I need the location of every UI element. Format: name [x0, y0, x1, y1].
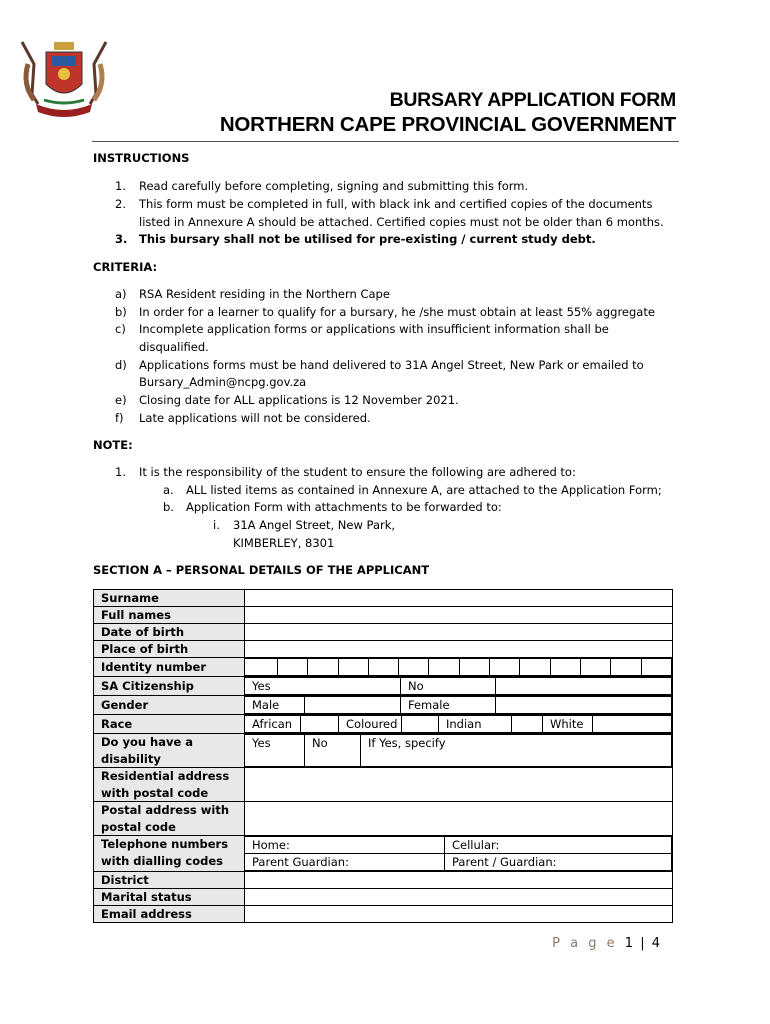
list-letter: b. — [163, 500, 174, 514]
marital-status-field[interactable] — [245, 889, 673, 906]
citizenship-blank[interactable] — [496, 678, 672, 695]
race-white-box[interactable] — [593, 716, 672, 733]
id-digit-box[interactable] — [308, 659, 338, 676]
id-digit-box[interactable] — [459, 659, 489, 676]
race-label: Race — [94, 715, 245, 734]
list-number: 1. — [115, 179, 126, 193]
id-digit-box[interactable] — [278, 659, 308, 676]
citizenship-yes-option[interactable]: Yes — [245, 678, 401, 695]
disability-specify-field[interactable]: If Yes, specify — [361, 735, 672, 767]
guardian-home-phone-field[interactable]: Parent Guardian: — [245, 854, 445, 871]
criteria-text: In order for a learner to qualify for a bursary, he /she must obtain at least 55% aggregate — [139, 305, 655, 319]
table-row — [94, 889, 673, 906]
home-phone-field[interactable]: Home: — [245, 837, 445, 854]
page-footer: P a g e 1 | 4 — [552, 936, 660, 951]
table-row — [94, 677, 673, 696]
residential-address-field[interactable] — [245, 768, 673, 802]
residential-address-label: Residential address with postal code — [94, 768, 245, 802]
full-names-field[interactable] — [245, 607, 673, 624]
id-number-label: Identity number — [94, 658, 245, 677]
form-title: BURSARY APPLICATION FORM — [389, 89, 676, 111]
id-digit-box[interactable] — [641, 659, 671, 676]
race-white-option[interactable]: White — [543, 716, 593, 733]
disability-label: Do you have a disability — [94, 734, 245, 768]
address-line: KIMBERLEY, 8301 — [233, 536, 335, 550]
gender-female-box[interactable] — [496, 697, 672, 714]
id-digit-box[interactable] — [580, 659, 610, 676]
dob-label: Date of birth — [94, 624, 245, 641]
criteria-text: RSA Resident residing in the Northern Cape — [139, 287, 390, 301]
table-row — [94, 696, 673, 715]
race-indian-box[interactable] — [512, 716, 543, 733]
list-letter: d) — [115, 358, 127, 372]
full-names-label: Full names — [94, 607, 245, 624]
dob-field[interactable] — [245, 624, 673, 641]
table-row — [94, 624, 673, 641]
page-word: P a g e — [552, 936, 618, 951]
gender-male-option[interactable]: Male — [245, 697, 305, 714]
citizenship-no-option[interactable]: No — [401, 678, 496, 695]
table-row — [94, 607, 673, 624]
criteria-heading: CRITERIA: — [93, 260, 158, 274]
criteria-text: Closing date for ALL applications is 12 November 2021. — [139, 393, 459, 407]
gender-male-box[interactable] — [305, 697, 401, 714]
address-line: 31A Angel Street, New Park, — [233, 518, 396, 532]
surname-label: Surname — [94, 590, 245, 607]
gender-female-option[interactable]: Female — [401, 697, 496, 714]
id-digit-box[interactable] — [490, 659, 520, 676]
table-row — [94, 836, 673, 872]
district-label: District — [94, 872, 245, 889]
table-row — [94, 768, 673, 802]
instruction-text: This bursary shall not be utilised for pre-existing / current study debt. — [139, 232, 596, 246]
title-divider — [92, 141, 679, 142]
id-number-field — [245, 658, 673, 677]
table-row — [94, 590, 673, 607]
list-number: 3. — [115, 232, 128, 246]
id-digit-box[interactable] — [611, 659, 641, 676]
table-row — [94, 734, 673, 768]
criteria-text: Applications forms must be hand delivered to 31A Angel Street, New Park or emailed to — [139, 358, 644, 372]
table-row — [94, 658, 673, 677]
list-letter: b) — [115, 305, 127, 319]
note-heading: NOTE: — [93, 438, 133, 452]
list-letter: a. — [163, 483, 174, 497]
disability-no-option[interactable]: No — [305, 735, 361, 767]
list-roman: i. — [213, 518, 220, 532]
pob-label: Place of birth — [94, 641, 245, 658]
note-text: ALL listed items as contained in Annexure A, are attached to the Application Form; — [186, 483, 662, 497]
email-field[interactable] — [245, 906, 673, 923]
table-row — [94, 802, 673, 836]
surname-field[interactable] — [245, 590, 673, 607]
race-indian-option[interactable]: Indian — [439, 716, 512, 733]
race-african-option[interactable]: African — [245, 716, 301, 733]
section-a-heading: SECTION A – PERSONAL DETAILS OF THE APPLICANT — [93, 563, 430, 577]
race-coloured-option[interactable]: Coloured — [339, 716, 402, 733]
page-number: 1 — [624, 936, 634, 951]
id-digit-box[interactable] — [368, 659, 398, 676]
id-digit-box[interactable] — [399, 659, 429, 676]
table-row — [94, 715, 673, 734]
gender-label: Gender — [94, 696, 245, 715]
instruction-text: listed in Annexure A should be attached. Certified copies must not be older than 6 months. — [139, 215, 664, 229]
table-row — [94, 641, 673, 658]
list-letter: a) — [115, 287, 127, 301]
list-letter: f) — [115, 411, 124, 425]
form-subtitle: NORTHERN CAPE PROVINCIAL GOVERNMENT — [219, 113, 676, 136]
telephone-label: Telephone numbers with dialling codes — [94, 836, 245, 872]
criteria-email: Bursary_Admin@ncpg.gov.za — [139, 375, 307, 389]
page-total: 4 — [651, 936, 660, 951]
note-text: Application Form with attachments to be forwarded to: — [186, 500, 502, 514]
list-letter: e) — [115, 393, 127, 407]
id-digit-box[interactable] — [338, 659, 368, 676]
list-number: 2. — [115, 197, 126, 211]
personal-details-table — [93, 589, 673, 923]
cellular-phone-field[interactable]: Cellular: — [445, 837, 672, 854]
pob-field[interactable] — [245, 641, 673, 658]
list-letter: c) — [115, 322, 126, 336]
criteria-text: Late applications will not be considered. — [139, 411, 371, 425]
id-digit-box[interactable] — [520, 659, 550, 676]
race-coloured-box[interactable] — [402, 716, 439, 733]
list-number: 1. — [115, 465, 126, 479]
instructions-heading: INSTRUCTIONS — [93, 151, 190, 165]
race-african-box[interactable] — [301, 716, 339, 733]
note-text: It is the responsibility of the student to ensure the following are adhered to: — [139, 465, 576, 479]
district-field[interactable] — [245, 872, 673, 889]
instruction-text: Read carefully before completing, signing and submitting this form. — [139, 179, 529, 193]
coat-of-arms-logo — [14, 34, 114, 124]
criteria-text: disqualified. — [139, 340, 209, 354]
table-row — [94, 906, 673, 923]
email-label: Email address — [94, 906, 245, 923]
guardian-cellular-field[interactable]: Parent / Guardian: — [445, 854, 672, 871]
citizenship-label: SA Citizenship — [94, 677, 245, 696]
disability-yes-option[interactable]: Yes — [245, 735, 305, 767]
id-digit-box[interactable] — [550, 659, 580, 676]
table-row — [94, 872, 673, 889]
postal-address-label: Postal address with postal code — [94, 802, 245, 836]
postal-address-field[interactable] — [245, 802, 673, 836]
marital-status-label: Marital status — [94, 889, 245, 906]
criteria-text: Incomplete application forms or applications with insufficient information shall be — [139, 322, 609, 336]
id-digit-box[interactable] — [429, 659, 459, 676]
id-digit-box[interactable] — [245, 659, 278, 676]
instruction-text: This form must be completed in full, with black ink and certified copies of the documents — [139, 197, 653, 211]
